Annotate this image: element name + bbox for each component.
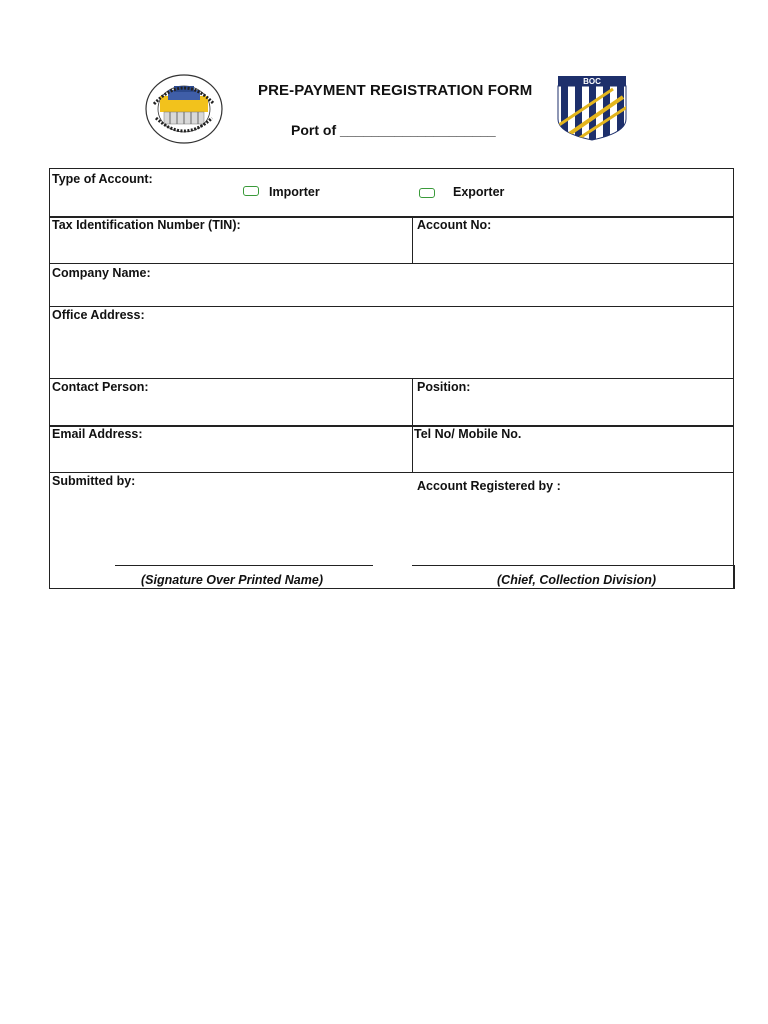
bureau-of-customs-seal bbox=[144, 74, 224, 144]
position-label: Position: bbox=[417, 380, 471, 394]
importer-checkbox[interactable] bbox=[243, 186, 259, 196]
company-name-label: Company Name: bbox=[52, 266, 151, 280]
row-divider bbox=[50, 306, 733, 307]
tin-label: Tax Identification Number (TIN): bbox=[52, 218, 241, 232]
chief-caption: (Chief, Collection Division) bbox=[497, 573, 657, 587]
exporter-checkbox[interactable] bbox=[419, 188, 435, 198]
type-of-account-label: Type of Account: bbox=[52, 172, 153, 186]
port-field-label: Port of ____________________ bbox=[291, 122, 496, 138]
column-divider bbox=[412, 216, 413, 263]
signature-caption: (Signature Over Printed Name) bbox=[141, 573, 323, 587]
row-divider bbox=[50, 378, 733, 379]
submitted-by-label: Submitted by: bbox=[52, 474, 136, 488]
column-divider bbox=[412, 378, 413, 472]
tel-mobile-label: Tel No/ Mobile No. bbox=[414, 427, 522, 441]
row-divider bbox=[50, 425, 733, 427]
svg-text:BOC: BOC bbox=[583, 77, 601, 86]
registration-form-table bbox=[49, 168, 734, 589]
importer-option-label: Importer bbox=[269, 185, 320, 199]
registered-by-label: Account Registered by : bbox=[417, 479, 561, 493]
row-divider bbox=[50, 263, 733, 264]
contact-person-label: Contact Person: bbox=[52, 380, 149, 394]
office-address-label: Office Address: bbox=[52, 308, 145, 322]
account-no-label: Account No: bbox=[417, 218, 492, 232]
email-address-label: Email Address: bbox=[52, 427, 143, 441]
chief-signature-line bbox=[412, 565, 734, 566]
row-divider bbox=[50, 472, 733, 473]
boc-shield-logo bbox=[557, 75, 627, 141]
submitter-signature-line bbox=[115, 565, 373, 566]
column-divider bbox=[734, 565, 735, 589]
exporter-option-label: Exporter bbox=[453, 185, 505, 199]
form-title: PRE-PAYMENT REGISTRATION FORM bbox=[258, 82, 533, 99]
